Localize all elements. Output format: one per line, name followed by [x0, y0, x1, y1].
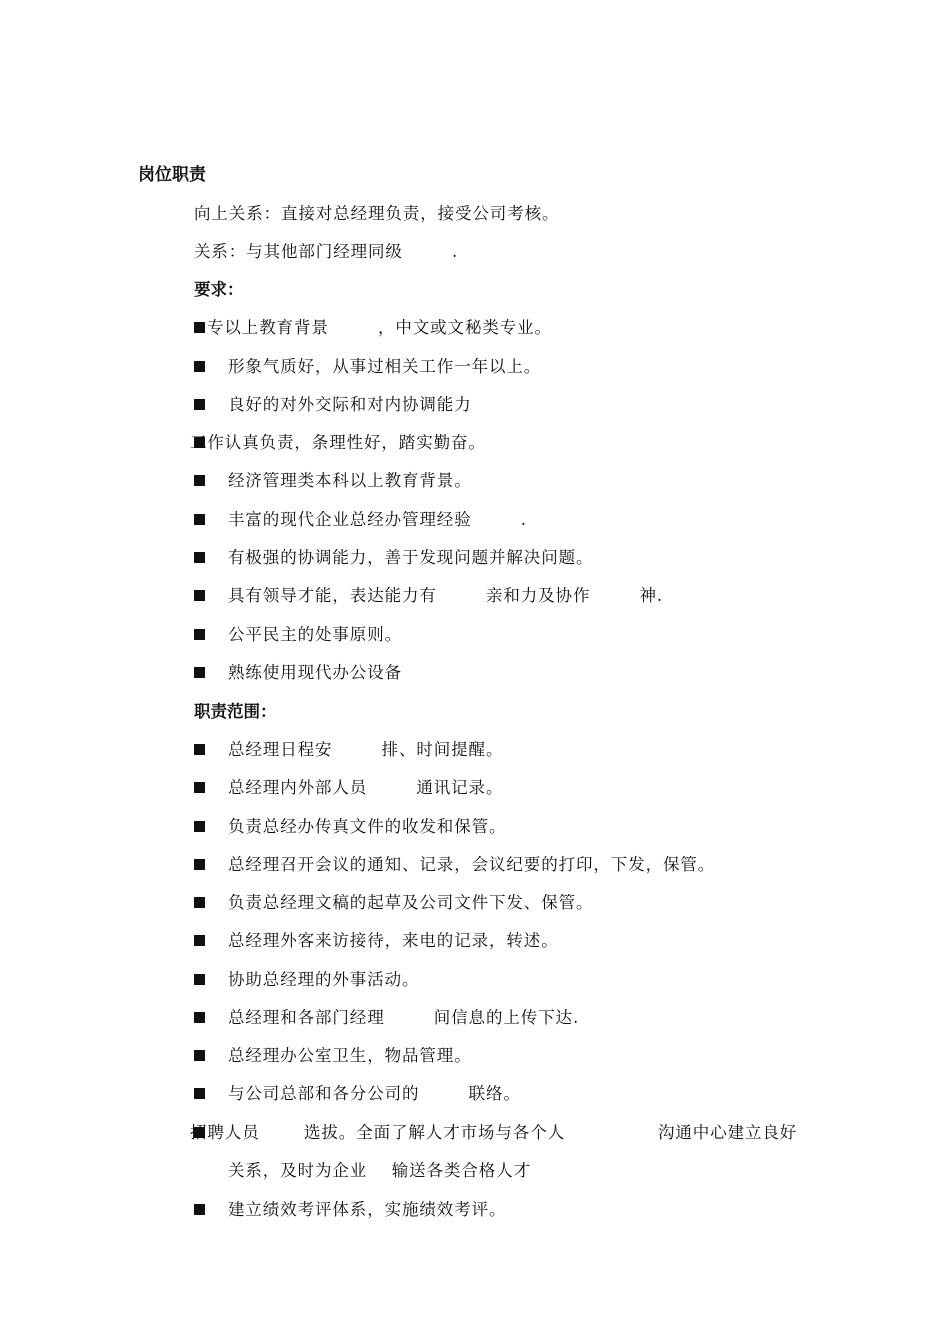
bullet-icon — [194, 744, 205, 755]
relation-up: 向上关系：直接对总经理负责，接受公司考核。 — [194, 204, 560, 223]
bullet-icon — [194, 399, 205, 410]
bullet-icon — [194, 974, 205, 985]
bullet-icon — [194, 821, 205, 832]
bullet-icon — [194, 361, 205, 372]
page-title: 岗位职责 — [138, 165, 206, 185]
bullet-icon — [194, 552, 205, 563]
bullet-icon — [194, 1050, 205, 1061]
bullet-icon — [194, 935, 205, 946]
bullet-icon — [194, 590, 205, 601]
document-page: 岗位职责 向上关系：直接对总经理负责，接受公司考核。 关系：与其他部门经理同级 . 要求： 专以上教育背景 ，中文或文秘类专业。 形象气质好，从事过相关工作一年以上。 良好的对外交际和对内协调能力 工作认真负责，条理性好，踏实勤奋。 经济管理类本科以上教育背景。 丰富的现代企业总经办管理经验 . 有极强的协调能力，善于发现问题并解决问题。 具有领导才能，表达能力有 亲和力及协作 神. 公平民主的处事原则。 熟练使用现代办公设备 职责范围： 总经理日程安 排、时间提醒。 总经理内外部人员 通讯记录。 负责总经办传真文件的收发和保管。 总经理召开会议的通知、记录，会议纪要的打印，下发，保管。 负责总经理文稿的起草及公司文件下发、保管。 总经理外客来访接待，来电的记录，转述。 协助总经理的外事活动。 总经理和各部门经理 间信息的上传下达. 总经理办公室卫生，物品管理。 与公司总部和各分公司的 联络。 招聘人员 选拔。全面了解人才市场与各个人 沟通中心建立良好 关系，及时为企业 输送各类合格人才 建立绩效考评体系，实施绩效考评。 — [138, 165, 798, 1219]
bullet-icon — [194, 629, 205, 640]
bullet-icon — [194, 1204, 205, 1215]
bullet-icon — [194, 782, 205, 793]
bullet-icon — [194, 514, 205, 525]
bullet-icon — [194, 322, 205, 333]
bullet-icon — [194, 475, 205, 486]
duties-heading: 职责范围： — [194, 702, 277, 721]
bullet-icon — [194, 1088, 205, 1099]
bullet-icon — [194, 667, 205, 678]
bullet-icon — [194, 859, 205, 870]
requirements-heading: 要求： — [194, 280, 244, 299]
bullet-icon — [194, 1012, 205, 1023]
relation-peer: 关系：与其他部门经理同级 . — [194, 242, 459, 261]
bullet-icon — [194, 897, 205, 908]
